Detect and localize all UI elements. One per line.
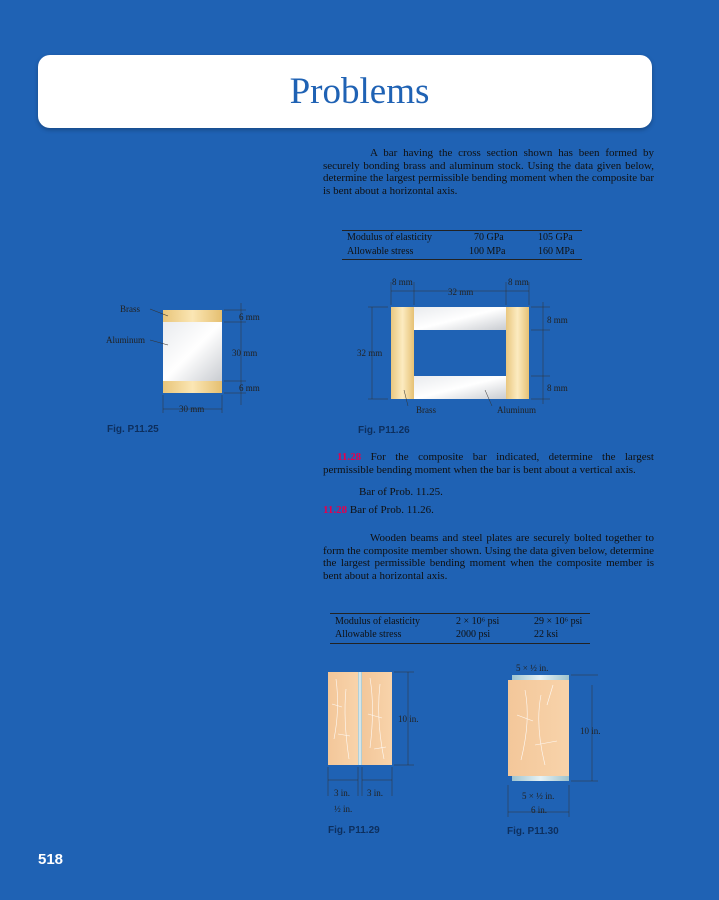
dim-right: 3 in. (367, 788, 384, 798)
label-aluminum: Aluminum (106, 335, 146, 345)
dim-right: 8 mm (508, 277, 529, 287)
problem-11-27-text (323, 451, 654, 476)
table-rule (330, 613, 590, 614)
table-cell-label: Allowable stress (347, 246, 414, 257)
problem-number: 11.28 (323, 504, 348, 516)
dim-bottom: 6 mm (239, 383, 260, 393)
table-cell-brass: 105 GPa (538, 232, 573, 243)
aluminum-top-plate (414, 307, 506, 330)
figure-p11-29 (318, 664, 438, 824)
table-cell-label: Modulus of elasticity (347, 232, 432, 243)
problem-11-29-text: Wooden beams and steel plates are securely bolted together to form the composite member shown. Using the data given below, determine the largest permissible bending moment when the composite member is bent about a horizontal axis. (323, 532, 654, 582)
dim-middle: 30 mm (232, 348, 258, 358)
dim-width: 30 mm (179, 404, 205, 414)
dim-top-plate: 5 × ½ in. (516, 663, 549, 673)
dim-height: 10 in. (580, 726, 601, 736)
problem-11-26-text: A bar having the cross section shown has been formed by securely bonding brass and aluminum stock. Using the data given below, determine the largest permissible bending moment when the composite bar is bent about a horizontal axis. (323, 147, 654, 197)
dim-top: 8 mm (547, 315, 568, 325)
figure-label-p11-25: Fig. P11.25 (107, 424, 159, 435)
problem-11-28-text (323, 504, 654, 517)
dim-bottom-plate: 5 × ½ in. (522, 791, 555, 801)
aluminum-core (163, 322, 222, 381)
table-cell-label: Allowable stress (335, 629, 402, 640)
material-table-1 (342, 230, 582, 262)
table-rule (342, 230, 582, 231)
label-brass: Brass (416, 405, 436, 415)
problem-number: 11.28 (337, 451, 362, 463)
table-rule (342, 259, 582, 260)
brass-right-bar (506, 307, 529, 399)
dim-left: 8 mm (392, 277, 413, 287)
figure-label-p11-26: Fig. P11.26 (358, 425, 410, 436)
steel-plate-bottom (512, 776, 569, 781)
table-cell-wood: 2 × 10⁶ psi (456, 616, 500, 627)
label-brass: Brass (120, 304, 140, 314)
wood-beam-left (328, 672, 358, 765)
table-cell-steel: 29 × 10⁶ psi (534, 616, 583, 627)
figure-p11-25 (100, 295, 280, 420)
steel-plate (358, 672, 362, 765)
page-number: 518 (38, 851, 64, 868)
table-rule (330, 643, 590, 644)
aluminum-bottom-plate (414, 376, 506, 399)
section-title: Problems (289, 71, 430, 112)
figure-p11-30 (495, 655, 615, 825)
label-aluminum: Aluminum (497, 405, 537, 415)
figure-label-p11-30: Fig. P11.30 (507, 826, 559, 837)
problem-text: Bar of Prob. 11.26. (349, 504, 434, 516)
dim-plate: ½ in. (334, 804, 353, 814)
table-cell-wood: 2000 psi (456, 629, 491, 640)
table-cell-aluminum: 70 GPa (474, 232, 504, 243)
wood-beam (508, 680, 569, 776)
dim-top: 6 mm (239, 312, 260, 322)
dim-width: 6 in. (531, 805, 548, 815)
dim-height: 10 in. (398, 714, 419, 724)
table-cell-brass: 160 MPa (538, 246, 575, 257)
steel-plate-top (512, 675, 569, 680)
table-cell-aluminum: 100 MPa (469, 246, 506, 257)
material-table-2 (330, 613, 590, 645)
dim-middle: 32 mm (448, 287, 474, 297)
brass-bottom-strip (163, 381, 222, 393)
dim-height: 32 mm (357, 348, 383, 358)
wood-beam-right (362, 672, 392, 765)
table-cell-label: Modulus of elasticity (335, 616, 420, 627)
figure-p11-26 (350, 272, 590, 422)
problem-11-27-sub: Bar of Prob. 11.25. (359, 486, 443, 498)
brass-top-strip (163, 310, 222, 322)
brass-left-bar (391, 307, 414, 399)
table-cell-steel: 22 ksi (534, 629, 559, 640)
figure-label-p11-29: Fig. P11.29 (328, 825, 380, 836)
dim-bottom: 8 mm (547, 383, 568, 393)
problem-text: For the composite bar indicated, determine the largest permissible bending moment when the bar is bent about a vertical axis. (323, 451, 654, 476)
dim-left: 3 in. (334, 788, 351, 798)
